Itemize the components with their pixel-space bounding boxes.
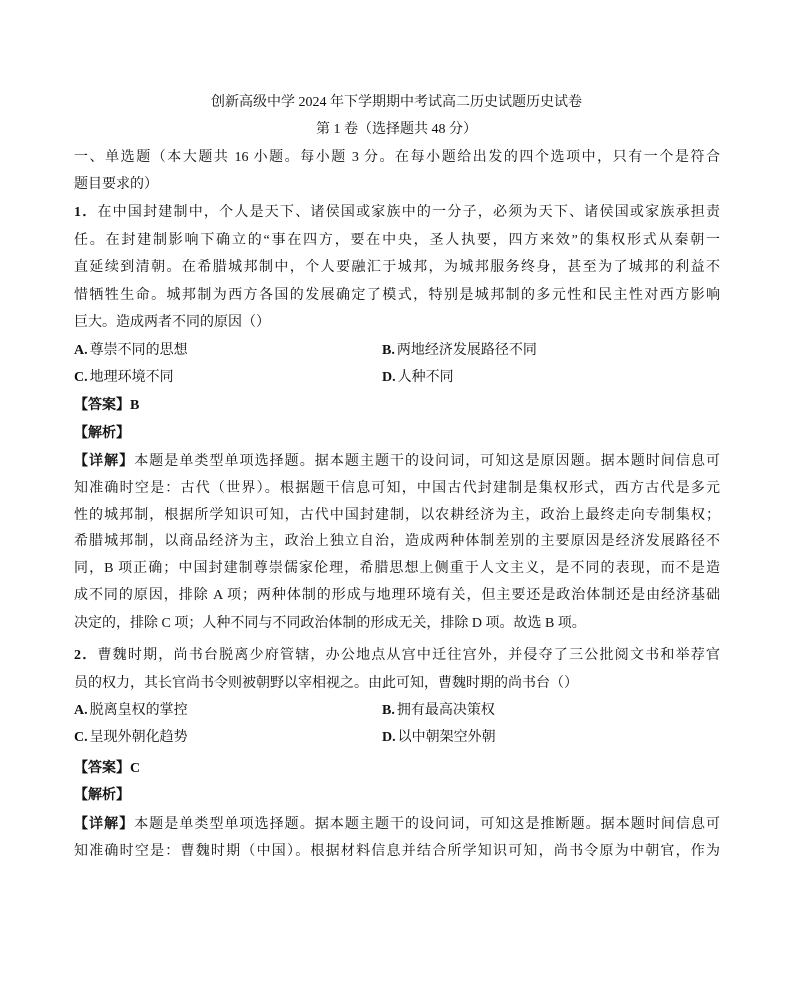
option-text: 两地经济发展路径不同 <box>396 343 537 358</box>
section-heading-line: 题目要求的） <box>74 177 158 192</box>
analysis-label: 【解析】 <box>74 426 130 441</box>
option-text: 以中朝架空外朝 <box>397 730 496 745</box>
detail-text: 本题是单类型单项选择题。据本题主题干的设问词，可知这是推断题。据本题时间信息可 <box>134 817 721 832</box>
answer-label: 【答案】 <box>74 761 130 776</box>
question-2-option-a <box>74 701 188 721</box>
question-1-option-d <box>382 368 454 388</box>
option-text: 呈现外朝化趋势 <box>89 730 188 745</box>
question-2-stem-line <box>74 646 720 666</box>
question-1-stem-line: 任。在封建制影响下确立的“事在四方，要在中央，圣人执要，四方来效”的集权形式从秦朝一 <box>74 233 720 248</box>
question-1-detail-line: 性的城邦制，根据所学知识可知，古代中国封建制，以农耕经济为主，政治上最终走向专制集权； <box>74 508 720 523</box>
question-1-analysis-label <box>74 424 720 444</box>
question-2-detail-line <box>74 815 720 835</box>
question-2-stem-line: 员的权力，其长官尚书令则被朝野以宰相视之。由此可知，曹魏时期的尚书台（） <box>74 676 578 691</box>
question-stem-text: 在中国封建制中，个人是天下、诸侯国或家族中的一分子，必须为天下、诸侯国或家族承担责 <box>97 205 721 220</box>
answer-value: C <box>130 761 141 776</box>
option-text: 尊崇不同的思想 <box>89 343 188 358</box>
option-text: 人种不同 <box>397 370 454 385</box>
question-2-detail-line: 知准确时空是：曹魏时期（中国）。根据材料信息并结合所学知识可知，尚书令原为中朝官，作为 <box>74 844 720 859</box>
option-text: 脱离皇权的掌控 <box>89 703 188 718</box>
option-text: 拥有最高决策权 <box>396 703 495 718</box>
question-number: 2． <box>74 648 98 663</box>
exam-subtitle: 第 1 卷（选择题共 48 分） <box>316 122 477 137</box>
question-1-option-c <box>74 368 174 388</box>
question-1-detail-line: 决定的，排除 C 项；人种不同与不同政治体制的形成无关，排除 D 项。故选 B 项。 <box>74 616 586 631</box>
question-stem-text: 曹魏时期，尚书台脱离少府管辖，办公地点从宫中迁往宫外，并侵夺了三公批阅文书和举荐官 <box>97 648 721 663</box>
question-2-answer <box>74 759 720 779</box>
question-1-detail-line: 同，B 项正确；中国封建制尊崇儒家伦理，希腊思想上侧重于人文主义，是不同的表现，而不是造 <box>74 561 720 576</box>
question-1-detail-line: 成不同的原因，排除 A 项；两种体制的形成与地理环境有关，但主要还是政治体制还是由经济基础 <box>74 588 720 603</box>
option-letter: C. <box>74 730 88 745</box>
question-2-analysis-label <box>74 786 720 806</box>
question-2-option-d <box>382 728 496 748</box>
question-1-detail-line <box>74 452 720 472</box>
question-1-option-a <box>74 341 188 361</box>
detail-label: 【详解】 <box>74 817 135 832</box>
question-1-stem-line <box>74 203 720 223</box>
option-text: 地理环境不同 <box>89 370 174 385</box>
option-letter: C. <box>74 370 88 385</box>
analysis-label: 【解析】 <box>74 788 130 803</box>
option-letter: A. <box>74 343 88 358</box>
option-letter: A. <box>74 703 88 718</box>
question-2-option-c <box>74 728 188 748</box>
question-1-detail-line: 希腊城邦制，以商品经济为主，政治上独立自治，造成两种体制差别的主要原因是经济发展路径不 <box>74 534 720 549</box>
question-1-detail-line: 知准确时空是：古代（世界）。根据题干信息可知，中国古代封建制是集权形式，西方古代是多元 <box>74 481 720 496</box>
section-heading-line: 一、单选题（本大题共 16 小题。每小题 3 分。在每小题给出发的四个选项中，只有一个是符合 <box>74 150 720 165</box>
exam-title: 创新高级中学 2024 年下学期期中考试高二历史试题历史试卷 <box>211 95 582 110</box>
question-2-option-b <box>382 701 495 721</box>
detail-label: 【详解】 <box>74 454 135 469</box>
option-letter: D. <box>382 370 396 385</box>
question-1-option-b <box>382 341 537 361</box>
question-number: 1． <box>74 205 98 220</box>
option-letter: B. <box>382 703 395 718</box>
question-1-stem-line: 惜牺牲生命。城邦制为西方各国的发展确定了模式，特别是城邦制的多元性和民主性对西方影响 <box>74 288 720 303</box>
option-letter: D. <box>382 730 396 745</box>
question-1-stem-line: 直延续到清朝。在希腊城邦制中，个人要融汇于城邦，为城邦服务终身，甚至为了城邦的利益不 <box>74 260 720 275</box>
answer-value: B <box>130 398 140 413</box>
option-letter: B. <box>382 343 395 358</box>
question-1-stem-line: 巨大。造成两者不同的原因（） <box>74 315 270 330</box>
answer-label: 【答案】 <box>74 398 130 413</box>
detail-text: 本题是单类型单项选择题。据本题主题干的设问词，可知这是原因题。据本题时间信息可 <box>134 454 721 469</box>
question-1-answer <box>74 396 720 416</box>
